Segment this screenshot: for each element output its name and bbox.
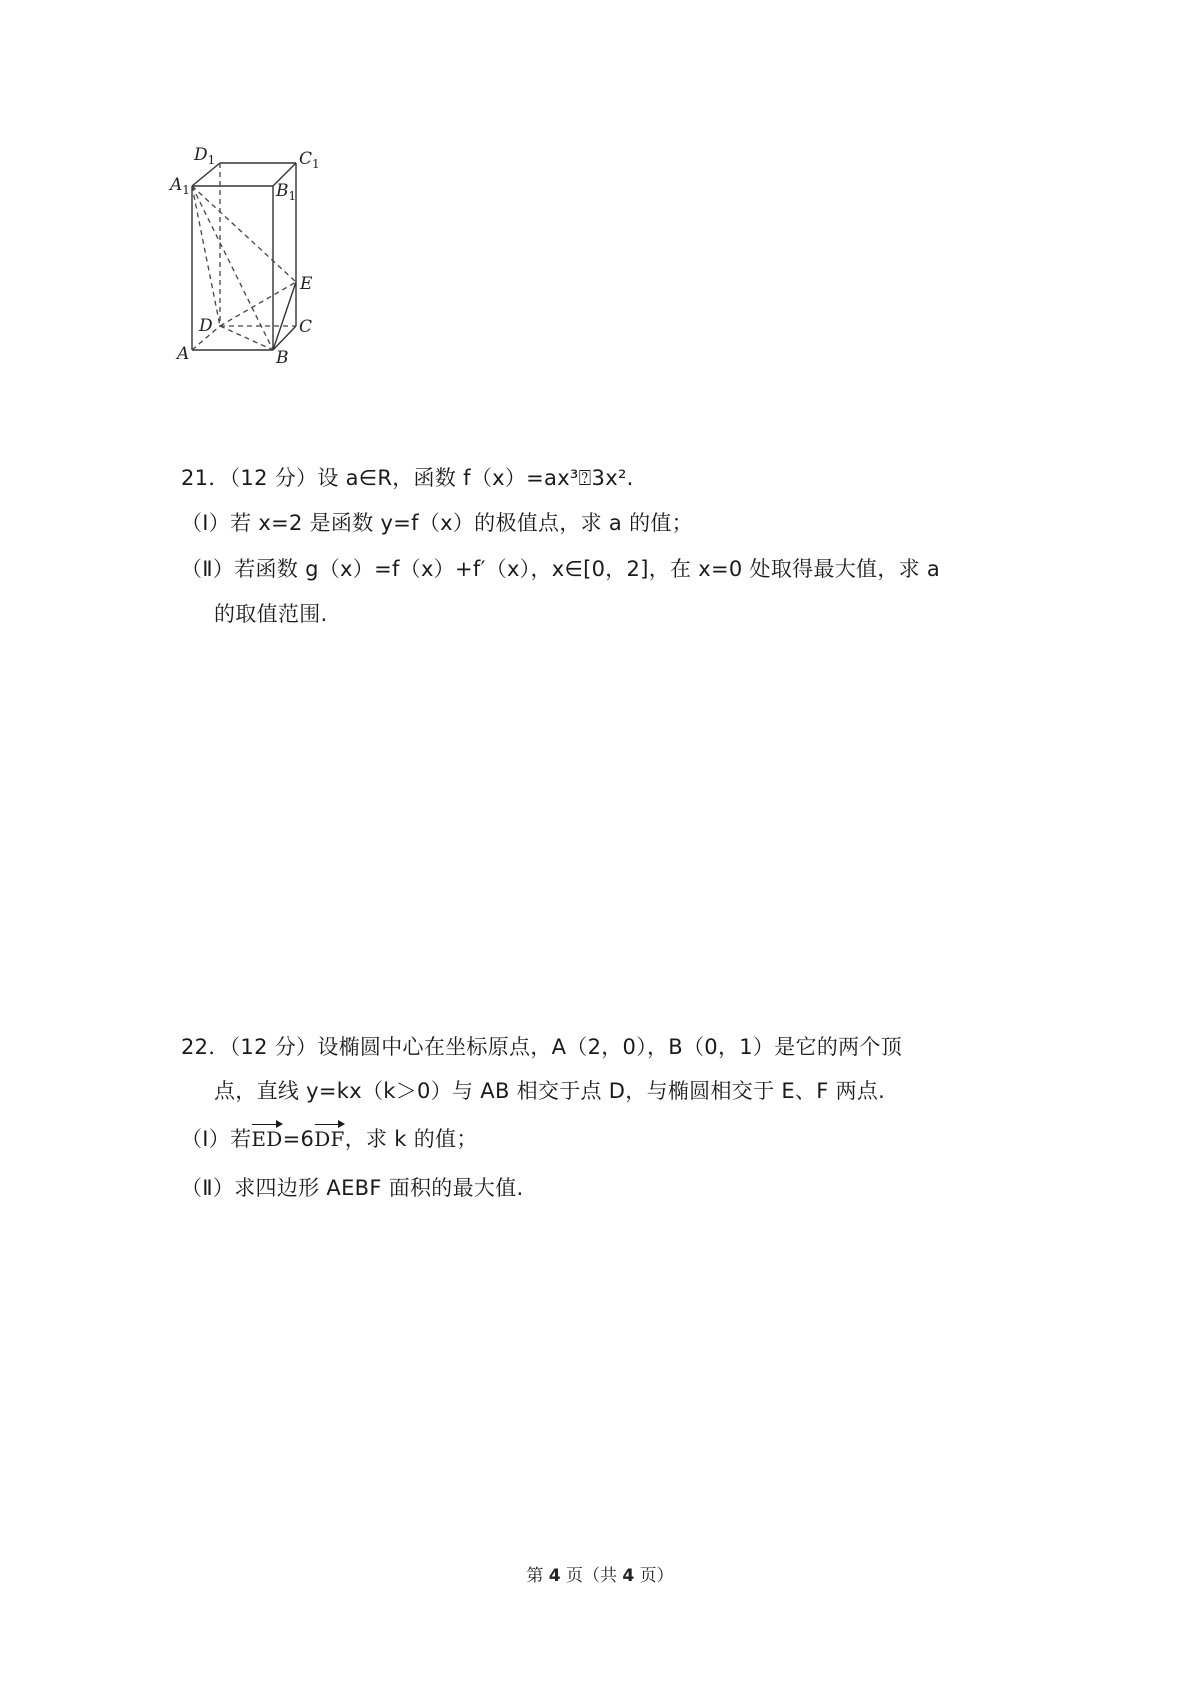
label-a1: $A_1$ — [170, 175, 190, 197]
label-e: E — [300, 274, 313, 294]
prism-diagram — [160, 140, 370, 400]
page-footer — [0, 1561, 1200, 1586]
q22-title-line1: 22．（12 分）设椭圆中心在坐标原点，A（2，0），B（0，1）是它的两个顶 — [181, 1035, 903, 1059]
label-a: A — [177, 344, 190, 364]
q22-part1-suffix: ，求 k 的值； — [344, 1127, 478, 1151]
q22-title-line2: 点，直线 y=kx（k＞0）与 AB 相交于点 D，与椭圆相交于 E、F 两点. — [214, 1079, 886, 1103]
footer-prefix: 第 — [526, 1566, 544, 1586]
footer-page-number: 4 — [548, 1566, 561, 1586]
footer-suffix: 页） — [639, 1566, 674, 1586]
q21-part1: （Ⅰ）若 x=2 是函数 y=f（x）的极值点，求 a 的值； — [181, 511, 693, 535]
segment-d-b — [220, 326, 273, 350]
q21-title: 21．（12 分）设 a∈R，函数 f（x）=ax³⍰3x². — [181, 466, 634, 490]
label-d1: $D_1$ — [194, 145, 216, 167]
vector-ed: ED — [251, 1124, 282, 1152]
edge-a1-d1 — [192, 163, 220, 186]
label-c1: $C_1$ — [299, 149, 320, 171]
segment-a1-d — [192, 186, 220, 326]
q21-part2-line1: （Ⅱ）若函数 g（x）=f（x）+f′（x），x∈[0，2]，在 x=0 处取得最大值，求 a — [181, 557, 941, 581]
q21-part2-line2: 的取值范围. — [214, 602, 328, 626]
prism-figure — [160, 140, 370, 400]
segment-b-e — [273, 282, 296, 350]
vector-df: DF — [314, 1124, 345, 1152]
label-b: B — [276, 348, 289, 368]
label-b1: $B_1$ — [276, 181, 297, 203]
q22-part1-prefix: （Ⅰ）若 — [181, 1127, 252, 1151]
q22-part1 — [181, 1124, 478, 1152]
label-c: C — [299, 317, 313, 337]
label-d: D — [199, 316, 213, 336]
q22-part1-mid: =6 — [282, 1127, 315, 1151]
footer-total-pages: 4 — [622, 1566, 635, 1586]
q22-part2: （Ⅱ）求四边形 AEBF 面积的最大值. — [181, 1176, 524, 1200]
footer-mid: 页（共 — [566, 1566, 617, 1586]
